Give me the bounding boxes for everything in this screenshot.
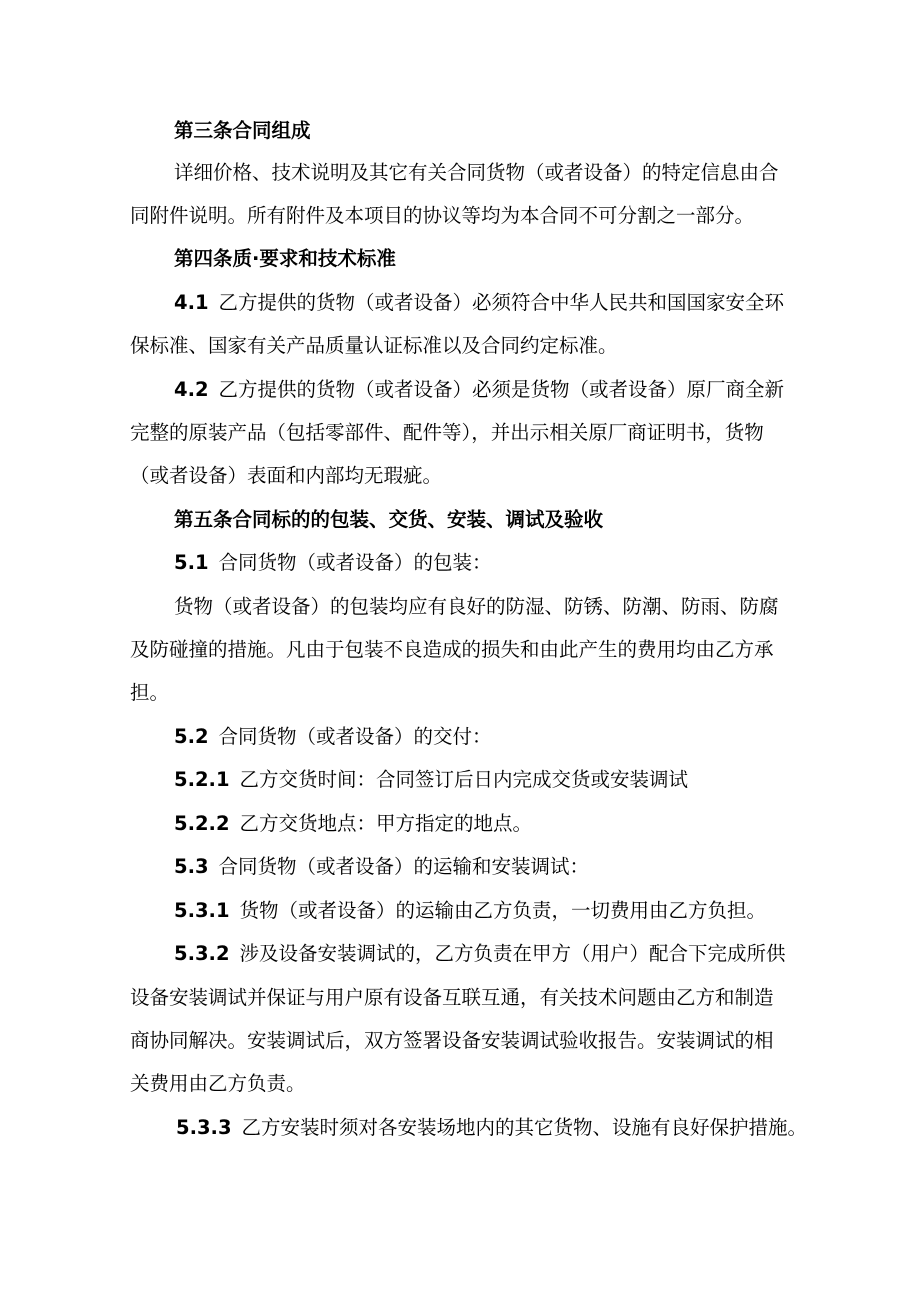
clause-5-3-2 (174, 939, 786, 969)
clause-text: 乙方交货地点：甲方指定的地点。 (239, 812, 533, 835)
clause-number: 5.3.1 (174, 899, 230, 922)
clause-text: 乙方提供的货物（或者设备）必须是货物（或者设备）原厂商全新 (218, 378, 785, 401)
clause-5-3-2-line: 设备安装调试并保证与用户原有设备互联互通，有关技术问题由乙方和制造 (130, 986, 774, 1009)
clause-text: 合同货物（或者设备）的运输和安装调试： (218, 855, 590, 878)
clause-5-1-paragraph-line: 货物（或者设备）的包装均应有良好的防湿、防锈、防潮、防雨、防腐 (174, 595, 779, 618)
clause-5-2-1 (174, 765, 688, 795)
clause-text: 乙方交货时间：合同签订后日内完成交货或安装调试 (239, 768, 689, 791)
clause-4-2-line: 完整的原装产品（包括零部件、配件等），并出示相关原厂商证明书，货物 (130, 421, 764, 444)
clause-text: 乙方提供的货物（或者设备）必须符合中华人民共和国国家安全环 (218, 291, 785, 314)
clause-5-1 (174, 548, 492, 578)
clause-text: 乙方安装时须对各安装场地内的其它货物、设施有良好保护措施。 (241, 1116, 808, 1139)
clause-5-2 (174, 722, 492, 752)
clause-5-3 (174, 852, 589, 882)
clause-number: 5.3.2 (174, 942, 230, 965)
clause-number: 5.2.2 (174, 812, 230, 835)
clause-number: 5.1 (174, 551, 209, 574)
clause-number: 4.2 (174, 378, 209, 401)
clause-text: 合同货物（或者设备）的交付： (218, 725, 492, 748)
clause-5-1-paragraph-line: 担。 (130, 681, 170, 704)
clause-number: 5.3.3 (176, 1116, 232, 1139)
clause-5-2-2 (174, 809, 532, 839)
clause-4-2-line: （或者设备）表面和内部均无瑕疵。 (130, 464, 443, 487)
article-3-paragraph-line: 同附件说明。所有附件及本项目的协议等均为本合同不可分割之一部分。 (130, 204, 755, 227)
clause-5-3-2-line: 关费用由乙方负责。 (130, 1072, 306, 1095)
clause-number: 4.1 (174, 291, 209, 314)
clause-text: 涉及设备安装调试的，乙方负责在甲方（用户）配合下完成所供 (239, 942, 786, 965)
clause-number: 5.3 (174, 855, 209, 878)
clause-5-3-1 (174, 896, 766, 926)
clause-4-1 (174, 288, 784, 318)
clause-number: 5.2.1 (174, 768, 230, 791)
clause-5-3-3 (176, 1113, 807, 1143)
clause-5-3-2-line: 商协同解决。安装调试后，双方签署设备安装调试验收报告。安装调试的相 (130, 1029, 774, 1052)
clause-text: 货物（或者设备）的运输由乙方负责，一切费用由乙方负担。 (239, 899, 767, 922)
clause-4-2 (174, 375, 784, 405)
clause-4-1-line: 保标准、国家有关产品质量认证标准以及合同约定标准。 (130, 334, 618, 357)
clause-text: 合同货物（或者设备）的包装： (218, 551, 492, 574)
article-3-paragraph-line: 详细价格、技术说明及其它有关合同货物（或者设备）的特定信息由合 (174, 161, 779, 184)
clause-5-1-paragraph-line: 及防碰撞的措施。凡由于包装不良造成的损失和由此产生的费用均由乙方承 (130, 638, 774, 661)
clause-number: 5.2 (174, 725, 209, 748)
article-4-heading: 第四条质·要求和技术标准 (174, 247, 396, 270)
article-3-heading: 第三条合同组成 (174, 119, 311, 142)
article-5-heading: 第五条合同标的的包装、交货、安装、调试及验收 (174, 508, 604, 531)
